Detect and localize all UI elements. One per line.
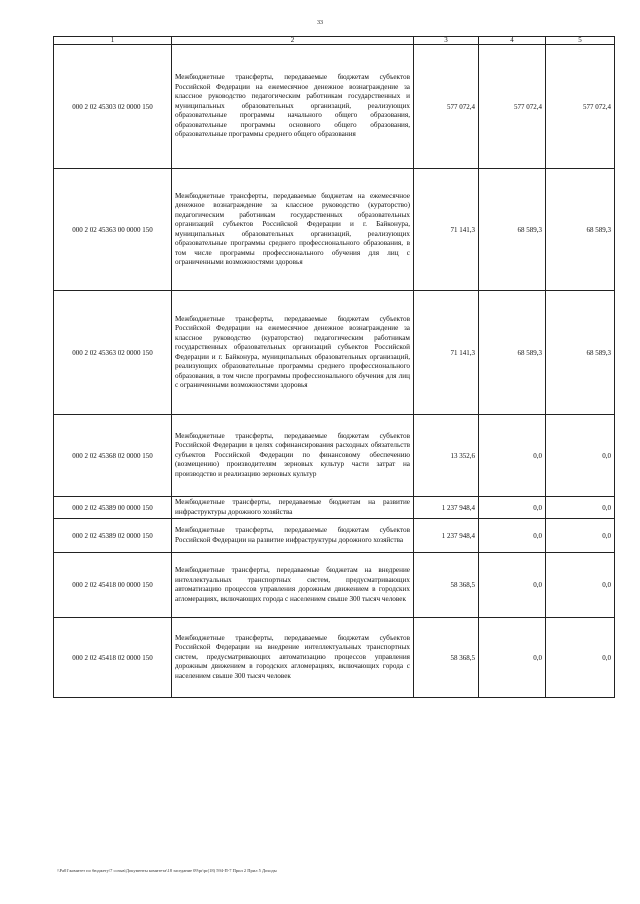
budget-code: 000 2 02 45303 02 0000 150 bbox=[54, 45, 172, 169]
budget-code: 000 2 02 45368 02 0000 150 bbox=[54, 415, 172, 497]
table-row bbox=[54, 45, 615, 169]
budget-description: Межбюджетные трансферты, передаваемые бюджетам на внедрение интеллектуальных транспортных систем, предусматривающих автоматизацию процессов управления дорожным движением в городских агломерациях, включающих города с населением свыше 300 тысяч человек bbox=[172, 553, 414, 618]
table-row bbox=[54, 519, 615, 553]
page-number: 33 bbox=[317, 20, 323, 26]
value-col-4: 0,0 bbox=[479, 553, 546, 618]
budget-description: Межбюджетные трансферты, передаваемые бюджетам субъектов Российской Федерации в целях софинансирования расходных обязательств субъектов Российской Федерации по финансовому обеспечению (возмещению) производителям зерновых культур части затрат на производство и реализацию зерновых культур bbox=[172, 415, 414, 497]
header-col-4: 4 bbox=[479, 37, 546, 45]
value-col-3: 1 237 948,4 bbox=[414, 497, 479, 519]
header-col-3: 3 bbox=[414, 37, 479, 45]
value-col-3: 1 237 948,4 bbox=[414, 519, 479, 553]
table-row bbox=[54, 618, 615, 698]
budget-code: 000 2 02 45418 00 0000 150 bbox=[54, 553, 172, 618]
value-col-4: 0,0 bbox=[479, 519, 546, 553]
table-row bbox=[54, 291, 615, 415]
budget-description: Межбюджетные трансферты, передаваемые бюджетам субъектов Российской Федерации на ежемесячное денежное вознаграждение за классное руководство педагогическим работникам государственных и муниципальных образовательных организаций, реализующих образовательные программы начального общего образования, образовательные программы основного общего образования, образовательные программы среднего общего образования bbox=[172, 45, 414, 169]
header-row bbox=[54, 37, 615, 45]
file-path-footer: \\Pa01\комитет по бюджету\7 созыв\Документы комитета\18 заседание 09\pr\pr(18) 594-П-7 Прил 2 Прил 5 Доходы bbox=[57, 868, 277, 873]
revenue-table bbox=[53, 36, 615, 698]
value-col-3: 577 072,4 bbox=[414, 45, 479, 169]
value-col-4: 68 589,3 bbox=[479, 169, 546, 291]
table-row bbox=[54, 553, 615, 618]
budget-code: 000 2 02 45363 02 0000 150 bbox=[54, 291, 172, 415]
budget-code: 000 2 02 45389 02 0000 150 bbox=[54, 519, 172, 553]
value-col-5: 0,0 bbox=[546, 553, 615, 618]
table-row bbox=[54, 415, 615, 497]
value-col-5: 68 589,3 bbox=[546, 169, 615, 291]
budget-description: Межбюджетные трансферты, передаваемые бюджетам субъектов Российской Федерации на ежемесячное денежное вознаграждение за классное руководство (кураторство) педагогическим работникам государственных образовательных организаций субъектов Российской Федерации и г. Байконура, муниципальных образовательных организаций, реализующих образовательные программы среднего профессионального образования, в том числе программы профессионального обучения для лиц с ограниченными возможностями здоровья bbox=[172, 291, 414, 415]
value-col-5: 0,0 bbox=[546, 519, 615, 553]
value-col-5: 0,0 bbox=[546, 497, 615, 519]
value-col-3: 58 368,5 bbox=[414, 553, 479, 618]
budget-description: Межбюджетные трансферты, передаваемые бюджетам субъектов Российской Федерации на внедрение интеллектуальных транспортных систем, предусматривающих автоматизацию процессов управления дорожным движением в городских агломерациях, включающих города с населением свыше 300 тысяч человек bbox=[172, 618, 414, 698]
budget-code: 000 2 02 45389 00 0000 150 bbox=[54, 497, 172, 519]
header-col-2: 2 bbox=[172, 37, 414, 45]
value-col-4: 577 072,4 bbox=[479, 45, 546, 169]
table-row bbox=[54, 169, 615, 291]
budget-description: Межбюджетные трансферты, передаваемые бюджетам на ежемесячное денежное вознаграждение за классное руководство (кураторство) педагогическим работникам государственных образовательных организаций субъектов Российской Федерации и г. Байконура, муниципальных образовательных организаций, реализующих образовательные программы среднего профессионального образования, в том числе программы профессионального обучения для лиц с ограниченными возможностями здоровья bbox=[172, 169, 414, 291]
value-col-5: 0,0 bbox=[546, 415, 615, 497]
budget-code: 000 2 02 45363 00 0000 150 bbox=[54, 169, 172, 291]
value-col-3: 71 141,3 bbox=[414, 169, 479, 291]
budget-description: Межбюджетные трансферты, передаваемые бюджетам на развитие инфраструктуры дорожного хозяйства bbox=[172, 497, 414, 519]
value-col-4: 0,0 bbox=[479, 497, 546, 519]
budget-code: 000 2 02 45418 02 0000 150 bbox=[54, 618, 172, 698]
header-col-5: 5 bbox=[546, 37, 615, 45]
header-col-1: 1 bbox=[54, 37, 172, 45]
budget-description: Межбюджетные трансферты, передаваемые бюджетам субъектов Российской Федерации на развитие инфраструктуры дорожного хозяйства bbox=[172, 519, 414, 553]
value-col-4: 0,0 bbox=[479, 415, 546, 497]
value-col-5: 0,0 bbox=[546, 618, 615, 698]
value-col-5: 68 589,3 bbox=[546, 291, 615, 415]
value-col-4: 0,0 bbox=[479, 618, 546, 698]
value-col-4: 68 589,3 bbox=[479, 291, 546, 415]
value-col-3: 58 368,5 bbox=[414, 618, 479, 698]
value-col-3: 13 352,6 bbox=[414, 415, 479, 497]
value-col-3: 71 141,3 bbox=[414, 291, 479, 415]
table-row bbox=[54, 497, 615, 519]
value-col-5: 577 072,4 bbox=[546, 45, 615, 169]
